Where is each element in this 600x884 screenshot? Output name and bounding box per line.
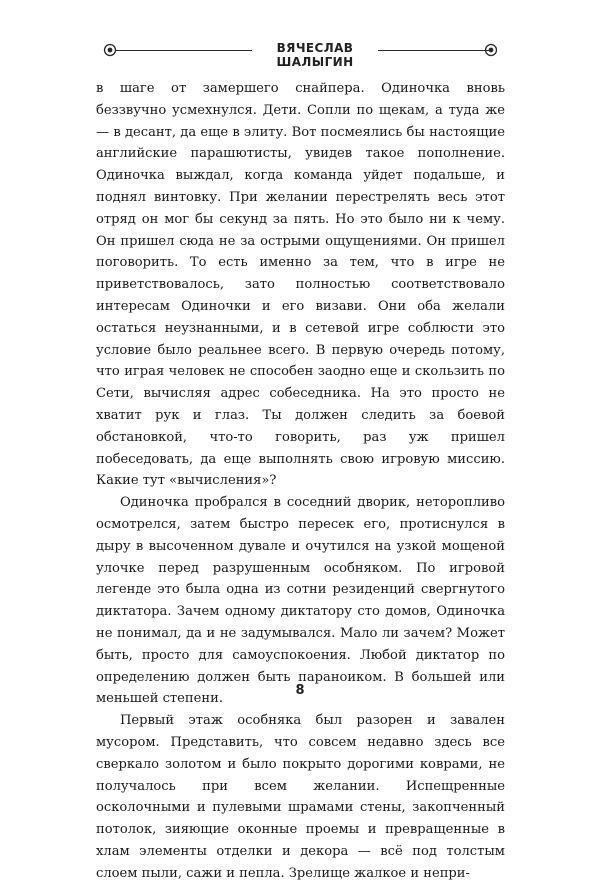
paragraph: Первый этаж особняка был разорен и завален мусором. Представить, что совсем недавно здесь все сверкало золотом и было покрыто дорогими коврами, не получалось при всем желании. Испещренные осколочными и пулевыми шрамами стены, закопченный потолок, зияющие оконные проемы и превращенные в хлам элементы отделки и декора — всё под толстым слоем пыли, сажи и пепла. Зрелище жалкое и непри-	[96, 713, 505, 881]
paragraph: Одиночка пробрался в соседний дворик, неторопливо осмотрелся, затем быстро пересек его, протиснулся в дыру в высоченном дувале и очутился на узкой мощеной улочке перед разрушенным особняком. По игровой легенде это была одна из сотни резиденций свергнутого диктатора. Зачем одному диктатору сто домов, Одиночка не понимал, да и не задумывался. Мало ли зачем? Может быть, просто для самоуспокоения. Любой диктатор по определению должен быть параноиком. В большей или меньшей степени.	[96, 495, 505, 707]
header-ornament-right-icon	[484, 43, 498, 57]
header-rule-right	[378, 50, 490, 51]
running-header	[0, 38, 600, 69]
header-author-title: ВЯЧЕСЛАВ ШАЛЫГИН	[276, 41, 354, 69]
header-rule-left	[116, 50, 252, 51]
body-text	[96, 78, 505, 884]
page-number: 8	[295, 683, 305, 698]
paragraph-continuation: в шаге от замершего снайпера. Одиночка вновь беззвучно усмехнулся. Дети. Сопли по щекам, а туда же — в десант, да еще в элиту. Вот посмеялись бы настоящие английские парашютисты, увидев такое пополнение. Одиночка выждал, когда команда уйдет подальше, и поднял винтовку. При желании перестрелять весь этот отряд он мог бы секунд за пять. Но это было ни к чему. Он пришел сюда не за острыми ощущениями. Он пришел поговорить. То есть именно за тем, что в игре не приветствовалось, зато полностью соответствовало интересам Одиночки и его визави. Они оба желали остаться неузнанными, и в сетевой игре соблюсти это условие было реальнее всего. В первую очередь потому, что играя человек не способен заодно еще и скользить по Сети, вычисляя адрес собеседника. На это просто не хватит рук и глаз. Ты должен следить за боевой обстановкой, что-то говорить, раз уж пришел побеседовать, да еще выполнять свою игровую миссию. Какие тут «вычисления»?	[96, 81, 505, 489]
header-ornament-left-icon	[103, 43, 117, 57]
